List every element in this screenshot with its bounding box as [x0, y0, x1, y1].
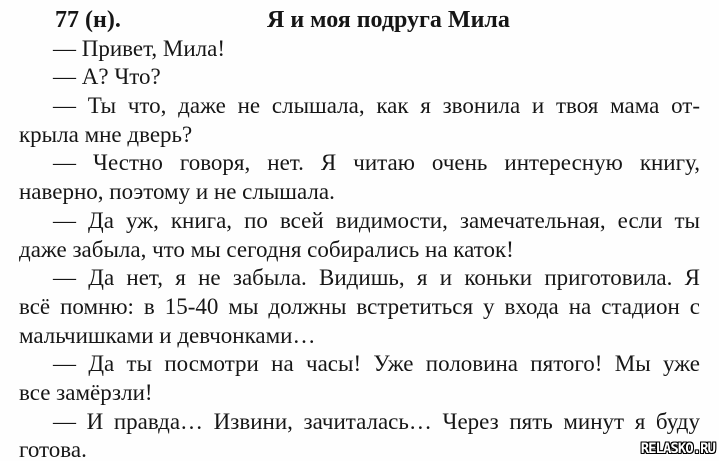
dialogue-line: мальчишками и девчонками…	[19, 322, 316, 348]
dialogue-line: — Привет, Мила!	[53, 35, 226, 61]
dialogue-line: крыла мне дверь?	[19, 121, 193, 147]
dialogue-line: — Ты что, даже не слышала, как я звонила и твоя мама от-	[53, 93, 700, 119]
dialogue-line: — И правда… Извини, зачиталась… Через пять минут я буду	[53, 408, 700, 434]
dialogue-line: — Да нет, я не забыла. Видишь, я и коньки приготовила. Я	[53, 265, 700, 291]
dialogue-line: готова.	[19, 437, 87, 461]
dialogue-line: — А? Что?	[53, 64, 161, 90]
exercise-header	[19, 6, 700, 35]
dialogue-line: наверно, поэтому и не слышала.	[19, 179, 335, 205]
dialogue-line: — Да уж, книга, по всей видимости, замечательная, если ты	[53, 207, 700, 233]
exercise-number: 77 (н).	[55, 7, 121, 33]
dialogue-line: — Да ты посмотри на часы! Уже половина пятого! Мы уже	[53, 351, 700, 377]
dialogue-line: — Честно говоря, нет. Я читаю очень интересную книгу,	[53, 150, 700, 176]
dialogue-line: все замёрзли!	[19, 379, 153, 405]
dialogue-line: всё помню: в 15-40 мы должны встретиться у входа на стадион с	[19, 293, 700, 319]
text-column	[19, 6, 700, 461]
dialogue-text	[19, 35, 700, 461]
dialogue-line: даже забыла, что мы сегодня собирались на каток!	[19, 236, 514, 262]
exercise-title: Я и моя подруга Мила	[267, 7, 510, 33]
site-watermark: RELASKO.RU	[640, 441, 715, 457]
